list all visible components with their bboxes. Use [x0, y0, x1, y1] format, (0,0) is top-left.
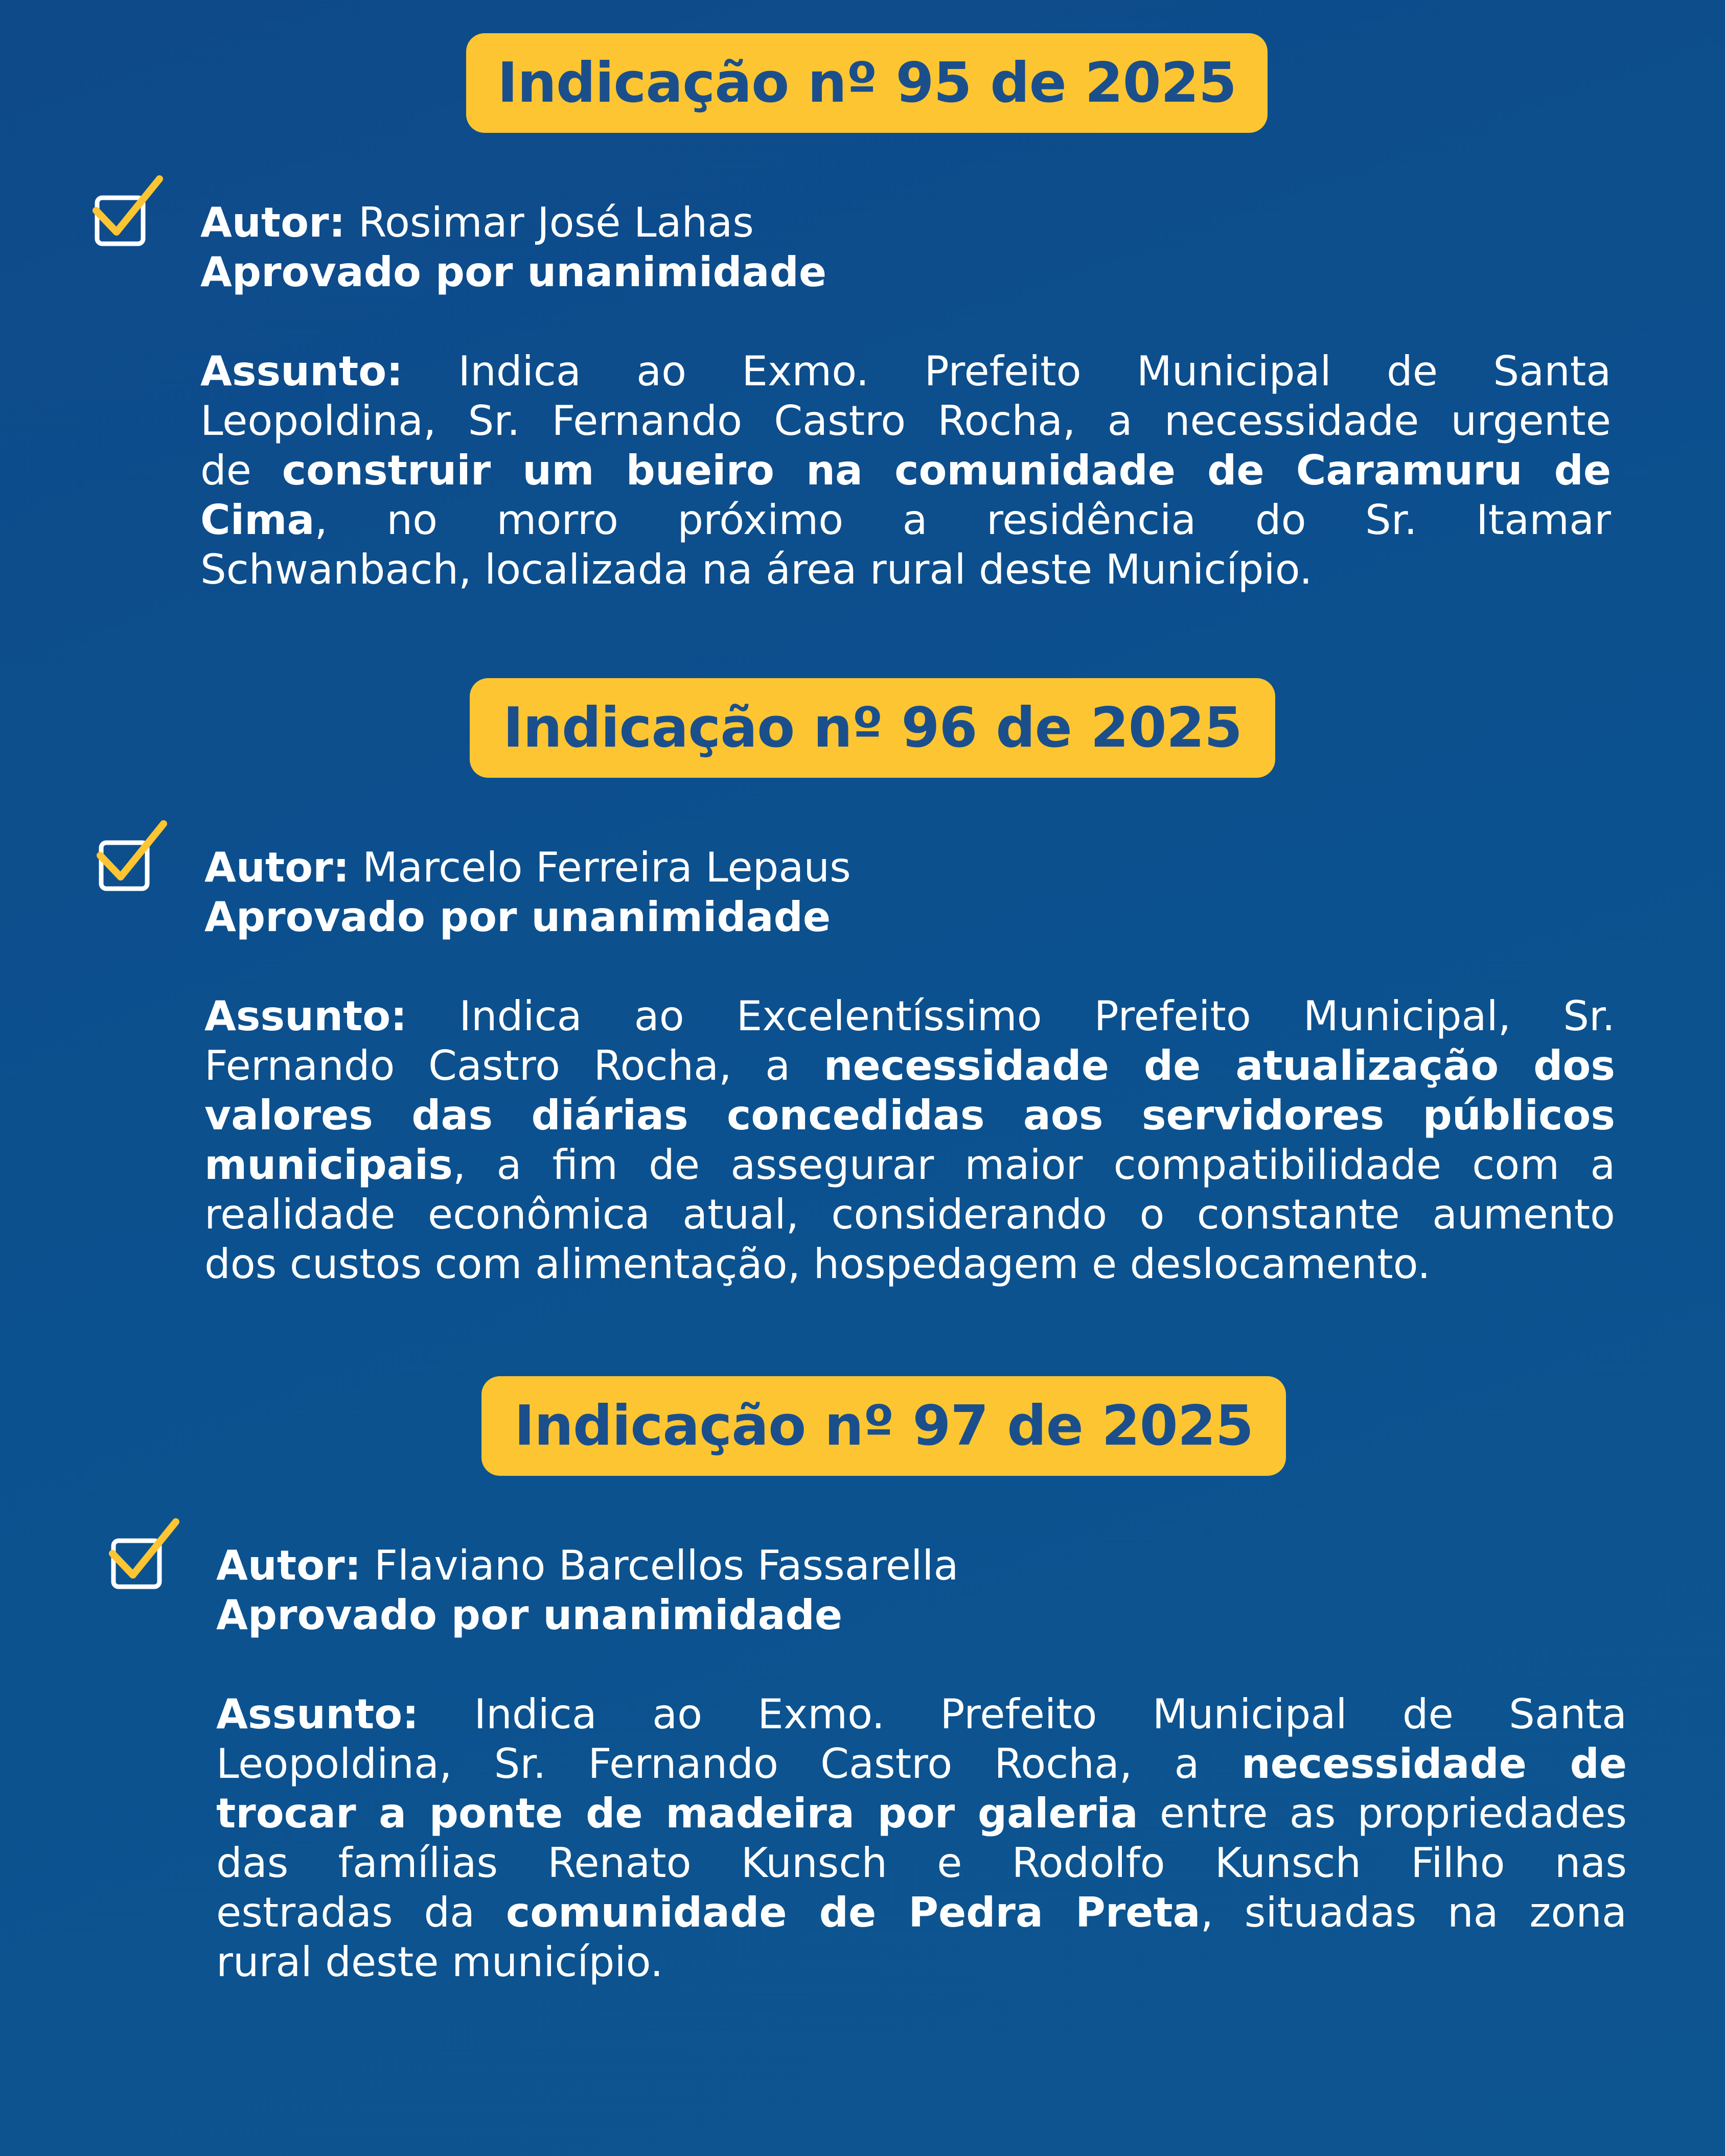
subject-line-3: de construir um bueiro na comunidade de Caramuru de — [200, 447, 1612, 494]
checkbox-checked-icon — [92, 175, 164, 251]
author-label: Autor: — [200, 199, 346, 246]
author-name: Marcelo Ferreira Lepaus — [362, 844, 851, 891]
subject-line-5: Schwanbach, localizada na área rural deste Município. — [200, 546, 1313, 593]
subject-line-4: Cima, no morro próximo a residência do Sr. Itamar — [200, 496, 1611, 544]
indicacao-97-title: Indicação nº 97 de 2025 — [481, 1376, 1286, 1476]
indicacao-95-body — [200, 198, 1611, 594]
subject-line-1: Assunto: Indica ao Exmo. Prefeito Municipal de Santa — [200, 347, 1612, 395]
status-text: Aprovado por unanimidade — [216, 1591, 843, 1639]
subject-line-2: Leopoldina, Sr. Fernando Castro Rocha, a necessidade urgente — [200, 397, 1611, 445]
subject-line-3: valores das diárias concedidas aos servidores públicos — [204, 1092, 1615, 1139]
checkbox-checked-icon — [96, 820, 168, 896]
subject-line-3: trocar a ponte de madeira por galeria entre as propriedades — [216, 1790, 1627, 1837]
checkbox-checked-icon — [108, 1518, 180, 1594]
subject-line-4: das famílias Renato Kunsch e Rodolfo Kunsch Filho nas — [216, 1839, 1627, 1887]
status-text: Aprovado por unanimidade — [200, 248, 827, 296]
subject-line-2: Fernando Castro Rocha, a necessidade de atualização dos — [204, 1042, 1616, 1089]
indicacao-96-title: Indicação nº 96 de 2025 — [470, 678, 1275, 778]
subject-line-4: municipais, a fim de assegurar maior compatibilidade com a — [204, 1141, 1616, 1189]
author-line — [204, 843, 1615, 892]
indicacao-95-title: Indicação nº 95 de 2025 — [466, 33, 1268, 133]
status-text: Aprovado por unanimidade — [204, 893, 831, 941]
subject-label: Assunto: — [204, 992, 407, 1040]
author-name: Flaviano Barcellos Fassarella — [374, 1542, 959, 1589]
subject-label: Assunto: — [216, 1690, 419, 1738]
subject-label: Assunto: — [200, 347, 403, 395]
subject-line-6: dos custos com alimentação, hospedagem e deslocamento. — [204, 1240, 1431, 1288]
author-line — [200, 198, 1611, 247]
author-label: Autor: — [204, 844, 350, 891]
subject-line-6: rural deste município. — [216, 1938, 663, 1986]
author-name: Rosimar José Lahas — [358, 199, 754, 246]
subject-line-1: Assunto: Indica ao Exmo. Prefeito Municipal de Santa — [216, 1690, 1627, 1738]
indicacao-96-body — [204, 843, 1615, 1289]
author-label: Autor: — [216, 1542, 361, 1589]
author-line — [216, 1541, 1627, 1590]
subject-line-5: realidade econômica atual, considerando o constante aumento — [204, 1191, 1615, 1238]
subject-line-2: Leopoldina, Sr. Fernando Castro Rocha, a necessidade de — [216, 1740, 1627, 1788]
subject-line-1: Assunto: Indica ao Excelentíssimo Prefeito Municipal, Sr. — [204, 992, 1615, 1040]
subject-line-5: estradas da comunidade de Pedra Preta, situadas na zona — [216, 1889, 1627, 1936]
indicacao-97-body — [216, 1541, 1627, 1987]
